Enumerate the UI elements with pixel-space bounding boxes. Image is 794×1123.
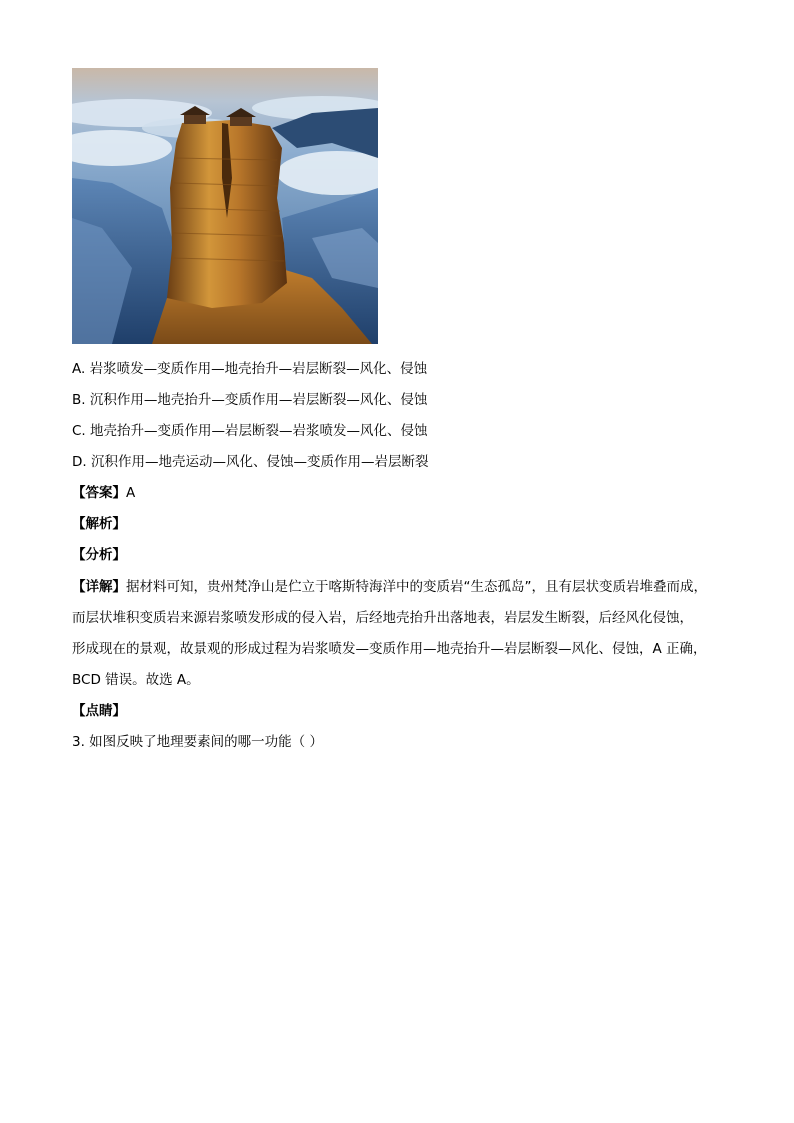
dianjing-heading: 【点睛】 (72, 703, 126, 719)
option-c: C. 地壳抬升—变质作用—岩层断裂—岩浆喷发—风化、侵蚀 (72, 423, 428, 439)
detail-text-1: 据材料可知，贵州梵净山是伫立于喀斯特海洋中的变质岩“生态孤岛”，且有层状变质岩堆叠而成， (126, 579, 707, 595)
detail-label: 【详解】 (72, 579, 126, 595)
answer-line (72, 483, 135, 503)
question-3: 3. 如图反映了地理要素间的哪一功能（ ） (72, 734, 323, 750)
option-d: D. 沉积作用—地壳运动—风化、侵蚀—变质作用—岩层断裂 (72, 454, 429, 470)
analysis-heading: 【解析】 (72, 516, 126, 532)
detail-line-1 (72, 577, 732, 597)
option-b: B. 沉积作用—地壳抬升—变质作用—岩层断裂—风化、侵蚀 (72, 392, 428, 408)
detail-line-3: 形成现在的景观，故景观的形成过程为岩浆喷发—变质作用—地壳抬升—岩层断裂—风化、侵蚀，A 正确， (72, 641, 707, 657)
detail-line-4: BCD 错误。故选 A。 (72, 672, 200, 688)
fenxi-heading: 【分析】 (72, 547, 126, 563)
option-a: A. 岩浆喷发—变质作用—地壳抬升—岩层断裂—风化、侵蚀 (72, 361, 428, 377)
answer-label: 【答案】 (72, 485, 126, 501)
mountain-photo (72, 68, 378, 344)
detail-line-2: 而层状堆积变质岩来源岩浆喷发形成的侵入岩，后经地壳抬升出落地表，岩层发生断裂，后经风化侵蚀， (72, 610, 693, 626)
answer-value: A (126, 485, 136, 501)
